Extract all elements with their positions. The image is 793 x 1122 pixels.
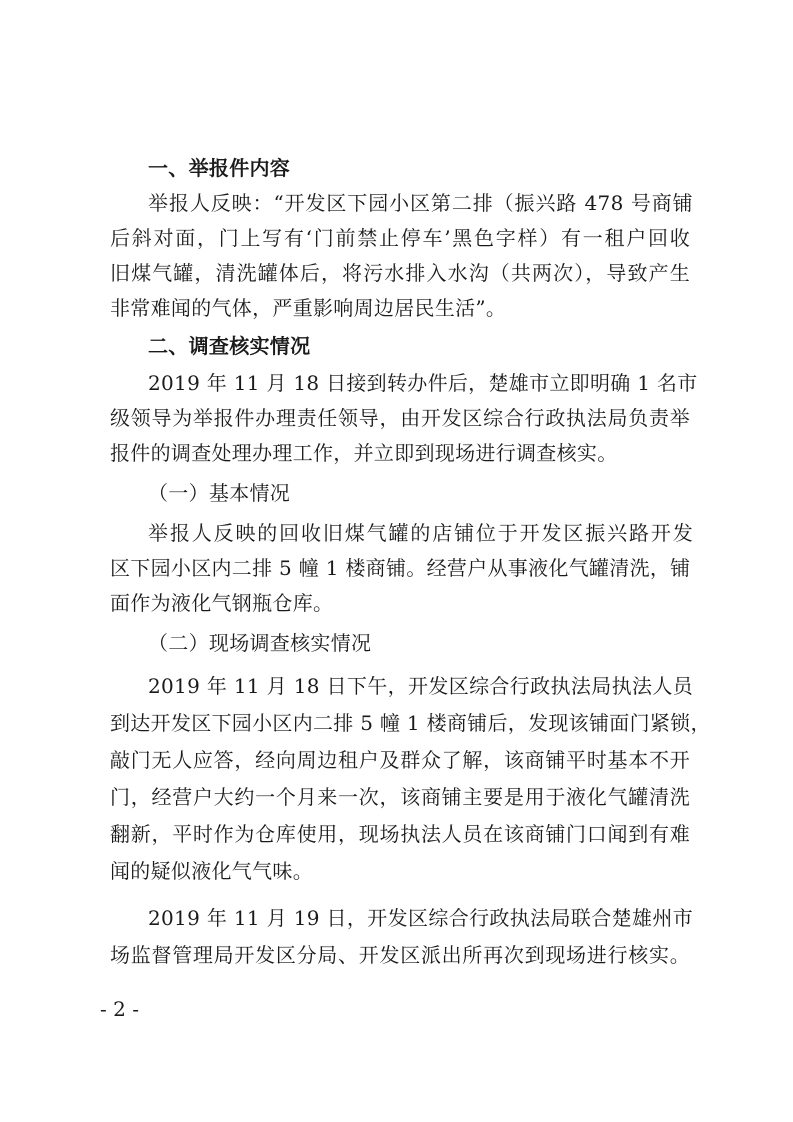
page-number: - 2 - [100,997,139,1021]
paragraph-line: 到达开发区下园小区内二排 5 幢 1 楼商铺后，发现该铺面门紧锁， [110,711,711,735]
paragraph-line: 面作为液化气钢瓶仓库。 [110,591,334,615]
paragraph-line: 2019 年 11 月 18 日接到转办件后，楚雄市立即明确 1 名市 [148,371,698,395]
paragraph-line: 门，经营户大约一个月来一次，该商铺主要是用于液化气罐清洗 [110,785,690,809]
paragraph-line: 场监督管理局开发区分局、开发区派出所再次到现场进行核实。 [110,943,690,967]
section-heading-2: 二、调查核实情况 [148,334,311,358]
paragraph-line: 报件的调查处理办理工作，并立即到现场进行调查核实。 [110,441,618,465]
paragraph-line: 区下园小区内二排 5 幢 1 楼商铺。经营户从事液化气罐清洗，铺 [110,556,691,580]
subsection-heading-2: （二）现场调查核实情况 [148,631,372,655]
paragraph-line: 2019 年 11 月 18 日下午，开发区综合行政执法局执法人员 [148,674,693,698]
paragraph-line: 敲门无人应答，经向周边租户及群众了解，该商铺平时基本不开 [110,748,690,772]
paragraph-line: 举报人反映的回收旧煤气罐的店铺位于开发区振兴路开发 [148,521,693,545]
section-heading-1: 一、举报件内容 [148,156,291,180]
paragraph-line: 翻新，平时作为仓库使用，现场执法人员在该商铺门口闻到有难 [110,822,690,846]
paragraph-line: 旧煤气罐，清洗罐体后，将污水排入水沟（共两次），导致产生 [110,261,690,285]
paragraph-line: 后斜对面，门上写有‘门前禁止停车’黑色字样）有一租户回收 [110,226,690,250]
paragraph-line: 2019 年 11 月 19 日，开发区综合行政执法局联合楚雄州市 [148,906,693,930]
paragraph-line: 举报人反映：“开发区下园小区第二排（振兴路 478 号商铺 [148,191,693,215]
paragraph-line: 闻的疑似液化气气味。 [110,859,313,883]
subsection-heading-1: （一）基本情况 [148,481,291,505]
paragraph-line: 非常难闻的气体，严重影响周边居民生活”。 [110,296,507,320]
paragraph-line: 级领导为举报件办理责任领导，由开发区综合行政执法局负责举 [110,406,690,430]
